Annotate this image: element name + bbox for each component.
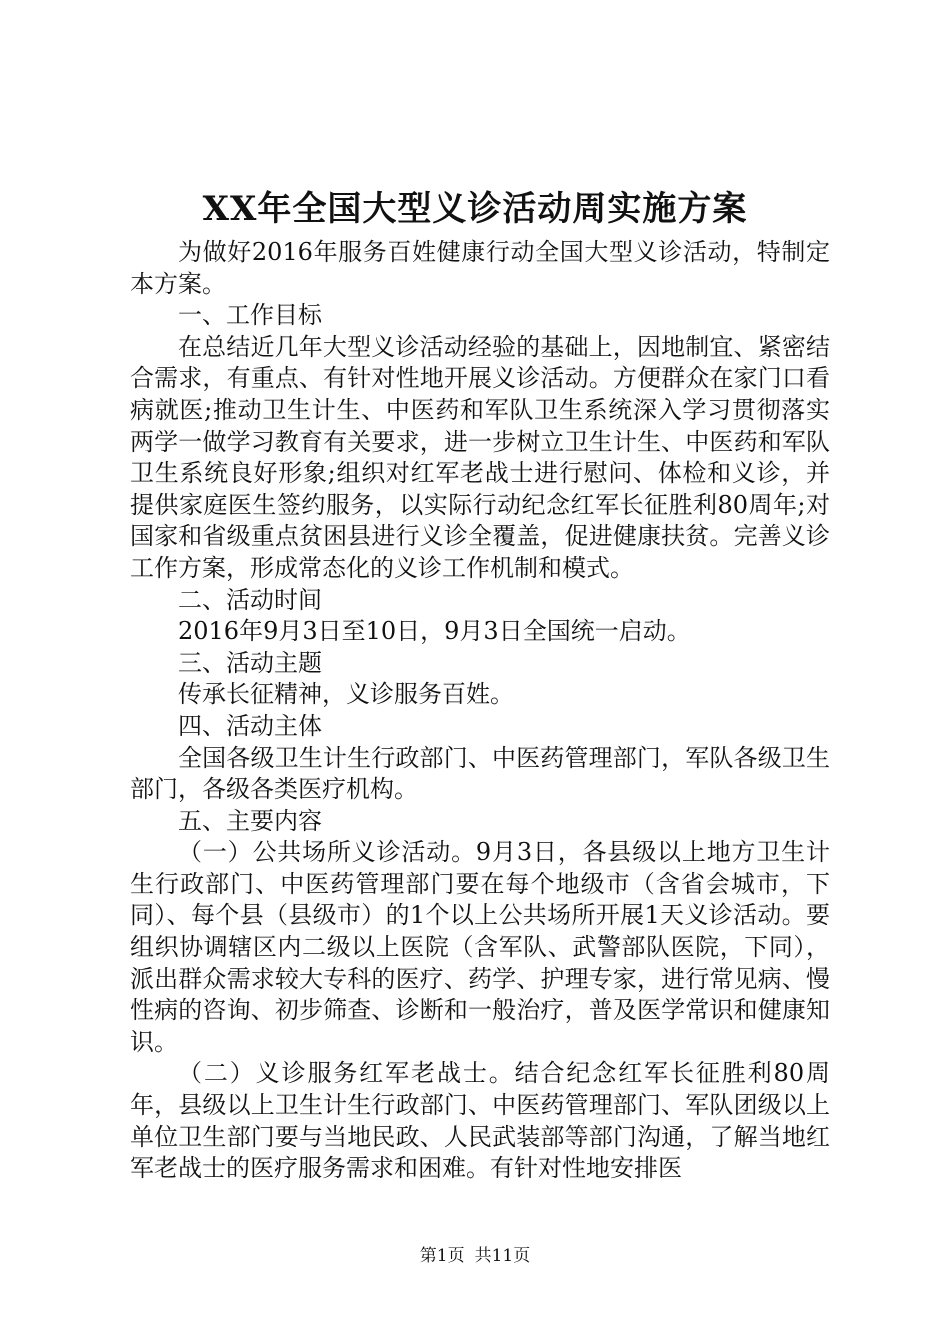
paragraph-content-1: （一）公共场所义诊活动。9月3日，各县级以上地方卫生计生行政部门、中医药管理部门要在每个地级市（含省会城市，下同）、每个县（县级市）的1个以上公共场所开展1天义诊活动。要组织协调辖区内二级以上医院（含军队、武警部队医院，下同），派出群众需求较大专科的医疗、药学、护理专家，进行常见病、慢性病的咨询、初步筛查、诊断和一般治疗，普及医学常识和健康知识。 xyxy=(130,838,830,1056)
section-heading-goals: 一、工作目标 xyxy=(178,301,322,330)
section-heading-content: 五、主要内容 xyxy=(178,806,322,835)
section-heading-participants: 四、活动主体 xyxy=(178,711,322,740)
page-total: 共11页 xyxy=(474,1246,531,1266)
document-body xyxy=(130,237,830,1185)
paragraph-content-2: （二）义诊服务红军老战士。结合纪念红军长征胜利80周年，县级以上卫生计生行政部门、中医药管理部门、军队团级以上单位卫生部门要与当地民政、人民武装部等部门沟通，了解当地红军老战士的医疗服务需求和困难。有针对性地安排医 xyxy=(130,1059,830,1183)
paragraph-participants: 全国各级卫生计生行政部门、中医药管理部门，军队各级卫生部门，各级各类医疗机构。 xyxy=(130,743,830,804)
paragraph-theme: 传承长征精神，义诊服务百姓。 xyxy=(178,680,514,709)
document-title: XX年全国大型义诊活动周实施方案 xyxy=(202,189,748,229)
page-footer xyxy=(0,1244,950,1268)
paragraph-intro: 为做好2016年服务百姓健康行动全国大型义诊活动，特制定本方案。 xyxy=(130,238,830,298)
section-heading-time: 二、活动时间 xyxy=(178,585,322,614)
section-heading-theme: 三、活动主题 xyxy=(178,648,322,677)
page-number: 第1页 xyxy=(419,1246,465,1266)
paragraph-time: 2016年9月3日至10日，9月3日全国统一启动。 xyxy=(178,617,691,646)
paragraph-goals: 在总结近几年大型义诊活动经验的基础上，因地制宜、紧密结合需求，有重点、有针对性地开展义诊活动。方便群众在家门口看病就医;推动卫生计生、中医药和军队卫生系统深入学习贯彻落实两学一做学习教育有关要求，进一步树立卫生计生、中医药和军队卫生系统良好形象;组织对红军老战士进行慰问、体检和义诊，并提供家庭医生签约服务，以实际行动纪念红军长征胜利80周年;对国家和省级重点贫困县进行义诊全覆盖，促进健康扶贫。完善义诊工作方案，形成常态化的义诊工作机制和模式。 xyxy=(130,332,830,582)
